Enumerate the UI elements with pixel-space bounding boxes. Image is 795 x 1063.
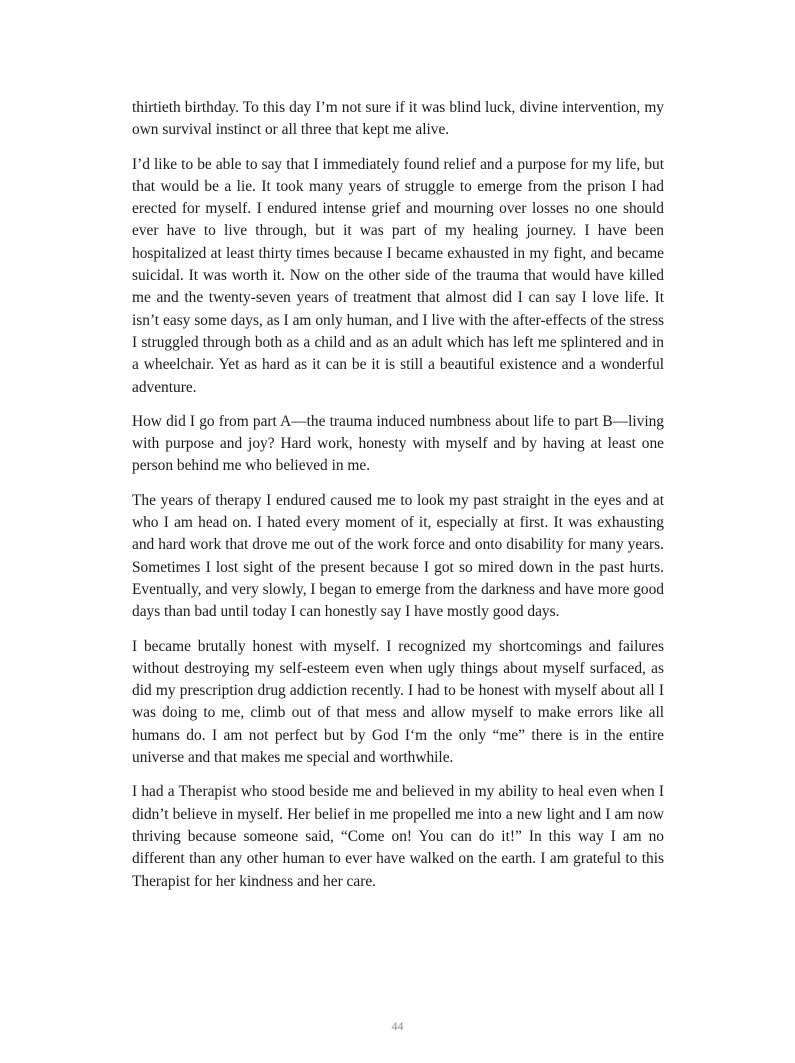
paragraph-6: I had a Therapist who stood beside me and believed in my ability to heal even when I didn’t believe in myself. Her belief in me propelled me into a new light and I am now thriving because someone said, “Come on! You can do it!” In this way I am no different than any other human to ever have walked on the earth. I am grateful to this Therapist for her kindness and her care. xyxy=(132,783,664,890)
paragraph-5: I became brutally honest with myself. I recognized my shortcomings and failures without destroying my self-esteem even when ugly things about myself surfaced, as did my prescription drug addiction recently. I had to be honest with myself about all I was doing to me, climb out of that mess and allow myself to make errors like all humans do. I am not perfect but by God I‘m the only “me” there is in the entire universe and that makes me special and worthwhile. xyxy=(132,637,664,767)
paragraph-3: How did I go from part A—the trauma induced numbness about life to part B—living with purpose and joy? Hard work, honesty with myself and by having at least one person behind me who believed in me. xyxy=(132,412,664,475)
paragraph-4: The years of therapy I endured caused me to look my past straight in the eyes and at who I am head on. I hated every moment of it, especially at first. It was exhausting and hard work that drove me out of the work force and onto disability for many years. Sometimes I lost sight of the present because I got so mired down in the past hurts. Eventually, and very slowly, I began to emerge from the darkness and have more good days than bad until today I can honestly say I have mostly good days. xyxy=(132,491,664,621)
body-text xyxy=(132,97,664,905)
paragraph-2: I’d like to be able to say that I immediately found relief and a purpose for my life, but that would be a lie. It took many years of struggle to emerge from the prison I had erected for myself. I endured intense grief and mourning over losses no one should ever have to live through, but it was part of my healing journey. I have been hospitalized at least thirty times because I became exhausted in my fight, and became suicidal. It was worth it. Now on the other side of the trauma that would have killed me and the twenty-seven years of treatment that almost did I can say I love life. It isn’t easy some days, as I am only human, and I live with the after-effects of the stress I struggled through both as a child and as an adult which has left me splintered and in a wheelchair. Yet as hard as it can be it is still a beautiful existence and a wonderful adventure. xyxy=(132,155,664,396)
paragraph-1: thirtieth birthday. To this day I’m not sure if it was blind luck, divine intervention, my own survival instinct or all three that kept me alive. xyxy=(132,99,664,139)
page-number: 44 xyxy=(391,1019,404,1033)
